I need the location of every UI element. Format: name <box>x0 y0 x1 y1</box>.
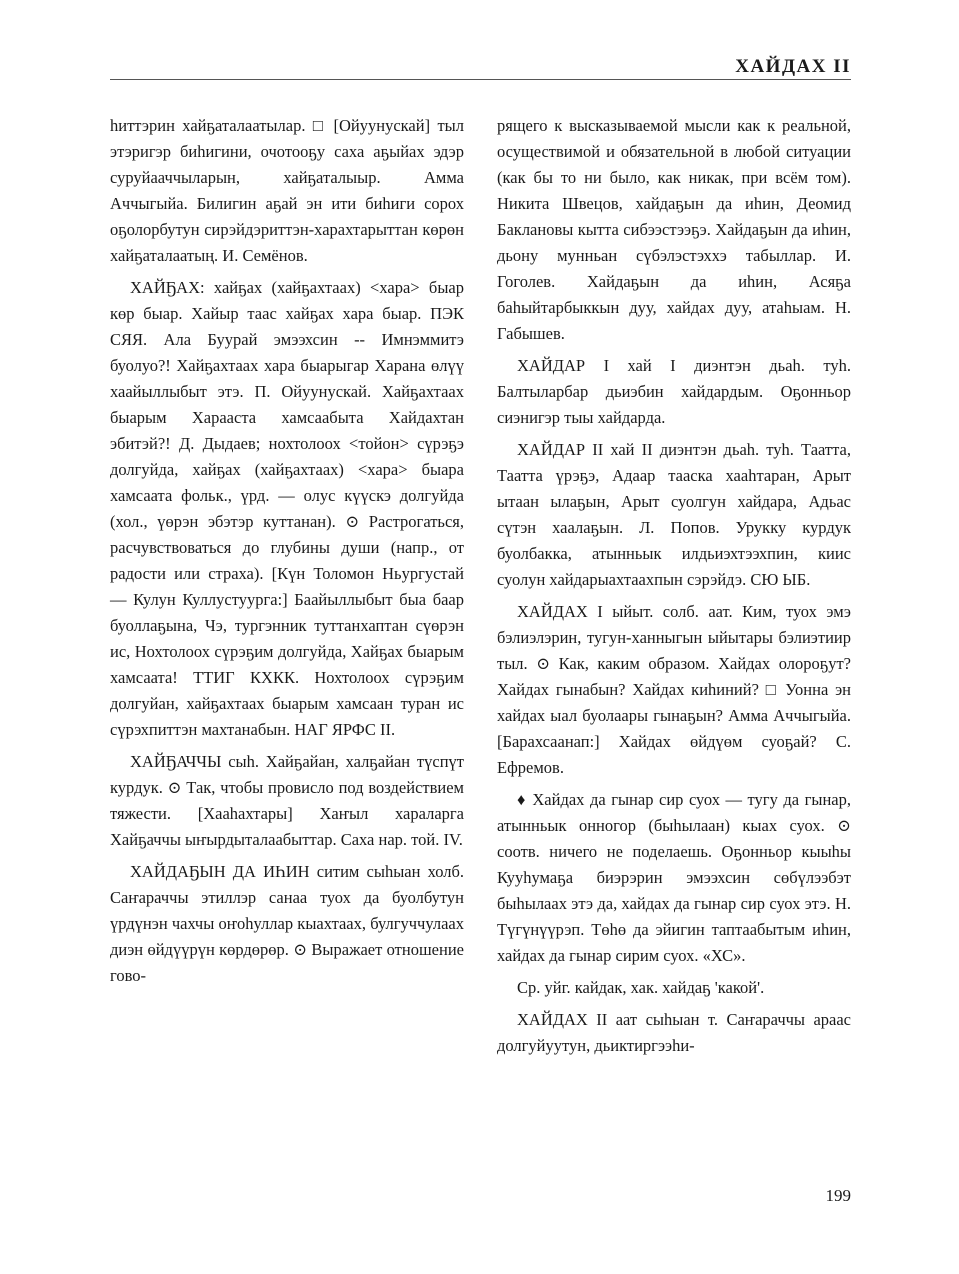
entry-paragraph: ХАЙҔАХ: хайҕах (хайҕахтаах) <хара> быар көр быар. Хайыр таас хайҕах хара быар. ПЭК СЯЯ. Ала Буурай эмээхсин -- Имнэммитэ буолуо?! Хайҕахтаах хара быарыгар Харана өлүү хаайыллыбыт этэ. П. Ойуунускай. Хайҕахтаах быарым Харааста хамсаабыта Хайдахтан эбитэй?! Д. Дыдаев; нохтолоох <тойон> сүрэҕэ долгуйда, хайҕах (хайҕахтаах) <хара> быара хамсаата фольк., үрд. — олус күүскэ долгуйда (хол., үөрэн эбэтэр куттанан). ⊙ Растрогаться, расчувствоваться до глубины души (напр., от радости или страха). [Күн Толомон Ньургустай — Кулун Куллустуурга:] Баайыллыбыт быа баар буоллаҕына, Чэ, тургэнник туттанхаптан сүөрэн ис, Нохтолоох сүрэҕим долгуйда, Хайҕах быарым хамсаата! ТТИГ КХКК. Нохтолоох сүрэҕим долгуйан, хайҕахтаах быарым хамсаан туран ис сүрэхпиттэн махтанабын. НАГ ЯРФС II. <box>110 278 464 739</box>
entry-paragraph: ХАЙДАР II хай II диэнтэн дьаһ. туһ. Таатта, Таатта үрэҕэ, Адаар тааска хааһтаран, Арыт ытаан ылаҕын, Арыт суолгун хайдара, Адьас сүтэн хаалаҕын. Л. Попов. Урукку курдук буолбакка, атынньык илдьиэхтээхпин, киис суолун хайдарыахтаахпын сэрэйдэ. СЮ ЫБ. <box>497 440 851 589</box>
entry-paragraph: ХАЙДАР I хай I диэнтэн дьаһ. туһ. Балтыларбар дьиэбин хайдардым. Оҕонньор сиэнигэр тыы хайдарда. <box>497 356 851 427</box>
entry-paragraph: ХАЙҔАЧЧЫ сыһ. Хайҕайан, халҕайан түспүт курдук. ⊙ Так, чтобы провисло под воздействием тяжести. [Хааһахтары] Хаҥыл хараларга Хайҕаччы ыҥырдыталаабыттар. Саха нар. той. IV. <box>110 752 464 849</box>
entry-paragraph: һиттэрин хайҕаталаатылар. □ [Ойуунускай] тыл этэригэр биһигини, очотооҕу саха аҕыйах эдэр суруйааччыларын, хайҕаталыыр. Амма Аччыгыйа. Билигин аҕай эн ити биһиги сорох оҕолорбутун сирэйдэриттэн-харахтарыттан көрөн хайҕаталаатың. И. Семёнов. <box>110 116 464 265</box>
header-rule <box>110 79 851 80</box>
running-header: ХАЙДАХ II <box>735 56 851 77</box>
entry-paragraph: рящего к высказываемой мысли как к реальной, осуществимой и обязательной в любой ситуации (как бы то ни было, как никак, при всём том). Никита Швецов, хайдаҕын да иһин, Деомид Баклановы кытта сибээстээҕэ. Хайдаҕын да иһин, дьону мунньан сүбэлэстэххэ табыллар. И. Гоголев. Хайдаҕын да иһин, Асяҕа баһыйтарбыккын дуу, хайдах дуу, атаһыам. Н. Габышев. <box>497 116 851 343</box>
page-number: 199 <box>825 1186 851 1205</box>
entry-paragraph: Ср. уйг. кайдак, хак. хайдаҕ 'какой'. <box>517 978 765 997</box>
entry-paragraph: ХАЙДАҔЫН ДА ИҺИН ситим сыһыан холб. Саҥараччы этиллэр санаа туох да буолбутун үрдүнэн чахчы оҥоһуллар кыахтаах, булгуччулаах диэн өйдүүрүн көрдөрөр. ⊙ Выражает отношение гово- <box>110 862 464 985</box>
entry-paragraph: ♦ Хайдах да гынар сир суох — тугу да гынар, атынньык онногор (быһылаан) кыах суох. ⊙ соотв. ничего не поделаешь. Оҕонньор кыыһы Кууһумаҕа биэрэрин эмээхсин сөбүлээбэт быһылаах этэ да, хайдах да гынар сир суох этэ. Н. Түгүнүүрэп. Төһө да эйигин таптаабытым иһин, хайдах да гынар сирим суох. «ХС». <box>497 790 851 965</box>
right-column <box>497 113 851 1065</box>
entry-paragraph: ХАЙДАХ I ыйыт. солб. аат. Ким, туох эмэ бэлиэлэрин, тугун-ханныгын ыйытары бэлиэтиир тыл. ⊙ Как, каким образом. Хайдах олороҕут? Хайдах гынабын? Хайдах киһиний? □ Уонна эн хайдах ыал буолаары гынаҕын? Амма Аччыгыйа. [Барахсаанап:] Хайдах өйдүөм суоҕай? С. Ефремов. <box>497 602 851 777</box>
entry-paragraph: ХАЙДАХ II аат сыһыан т. Саҥараччы араас долгуйуутун, дьиктиргээһи- <box>497 1010 851 1055</box>
left-column <box>110 113 464 995</box>
